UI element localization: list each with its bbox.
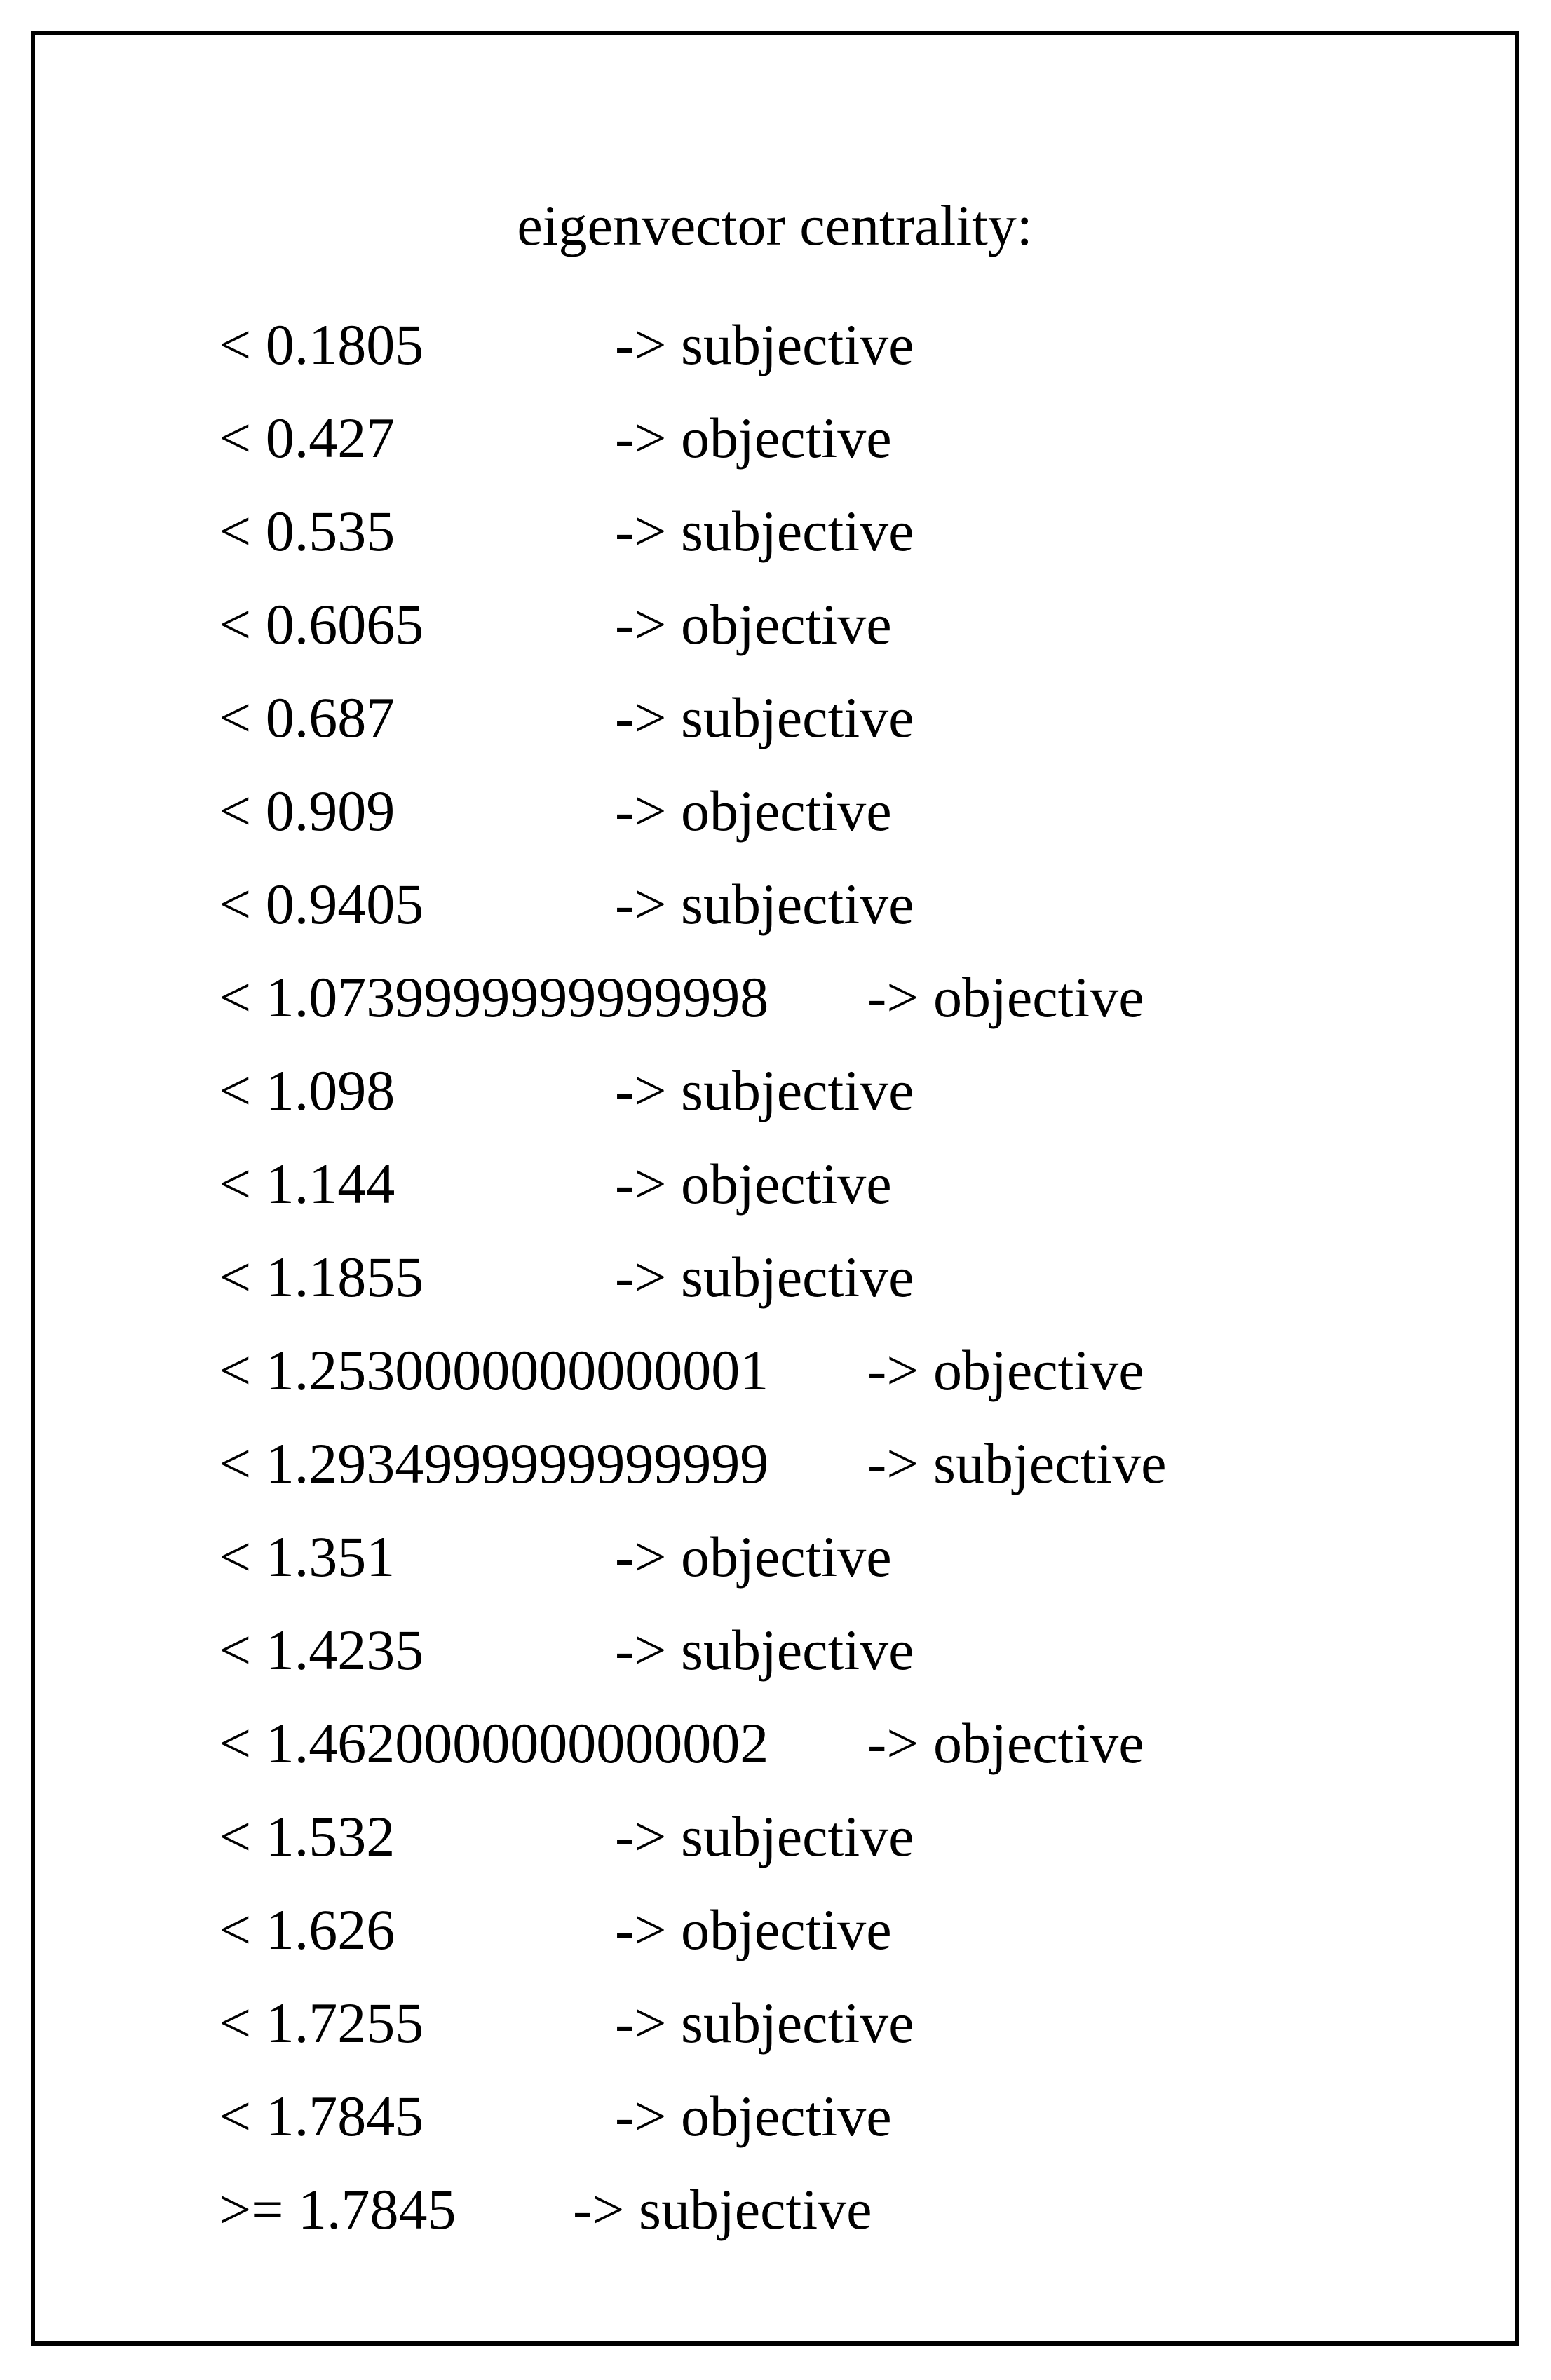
rule-result: -> subjective: [615, 1618, 914, 1682]
rule-result: -> objective: [615, 406, 892, 470]
rule-result: -> subjective: [615, 1059, 914, 1122]
rule-result: -> objective: [615, 1152, 892, 1216]
rule-condition: < 1.351: [219, 1525, 395, 1589]
rule-condition: < 1.4235: [219, 1618, 424, 1682]
rule-result: -> subjective: [615, 1245, 914, 1309]
rule-condition: < 1.144: [219, 1152, 395, 1216]
rule-result: -> objective: [867, 1338, 1144, 1402]
rule-condition: < 1.7845: [219, 2084, 424, 2148]
rule-result: -> objective: [615, 592, 892, 656]
rule-condition: < 0.427: [219, 406, 395, 470]
rule-result: -> objective: [615, 1898, 892, 1961]
rule-result: -> subjective: [615, 313, 914, 376]
rule-condition: < 1.626: [219, 1898, 395, 1961]
rule-result: -> objective: [867, 1711, 1144, 1775]
rule-condition: < 0.6065: [219, 592, 424, 656]
rule-result: -> subjective: [615, 499, 914, 563]
rule-result: -> objective: [867, 965, 1144, 1029]
rules-panel: [31, 31, 1519, 2346]
panel-title: eigenvector centrality:: [517, 193, 1033, 257]
rule-condition: < 1.7255: [219, 1991, 424, 2055]
rule-condition: < 1.532: [219, 1804, 395, 1868]
rule-result: -> subjective: [615, 1804, 914, 1868]
rule-result: -> subjective: [615, 686, 914, 749]
rule-result: -> objective: [615, 2084, 892, 2148]
rule-condition: < 1.1855: [219, 1245, 424, 1309]
rule-result: -> objective: [615, 1525, 892, 1589]
rule-condition: < 0.687: [219, 686, 395, 749]
rule-condition: < 1.2934999999999999: [219, 1432, 769, 1495]
rule-condition: < 1.2530000000000001: [219, 1338, 769, 1402]
rule-condition: < 1.0739999999999998: [219, 965, 769, 1029]
rule-condition: >= 1.7845: [219, 2177, 456, 2241]
rule-condition: < 0.535: [219, 499, 395, 563]
rule-condition: < 0.9405: [219, 872, 424, 936]
rule-condition: < 0.909: [219, 779, 395, 843]
rule-result: -> subjective: [573, 2177, 872, 2241]
rule-condition: < 0.1805: [219, 313, 424, 376]
rule-result: -> subjective: [615, 872, 914, 936]
rule-result: -> subjective: [615, 1991, 914, 2055]
rule-condition: < 1.4620000000000002: [219, 1711, 769, 1775]
rule-result: -> subjective: [867, 1432, 1167, 1495]
rule-condition: < 1.098: [219, 1059, 395, 1122]
rule-result: -> objective: [615, 779, 892, 843]
